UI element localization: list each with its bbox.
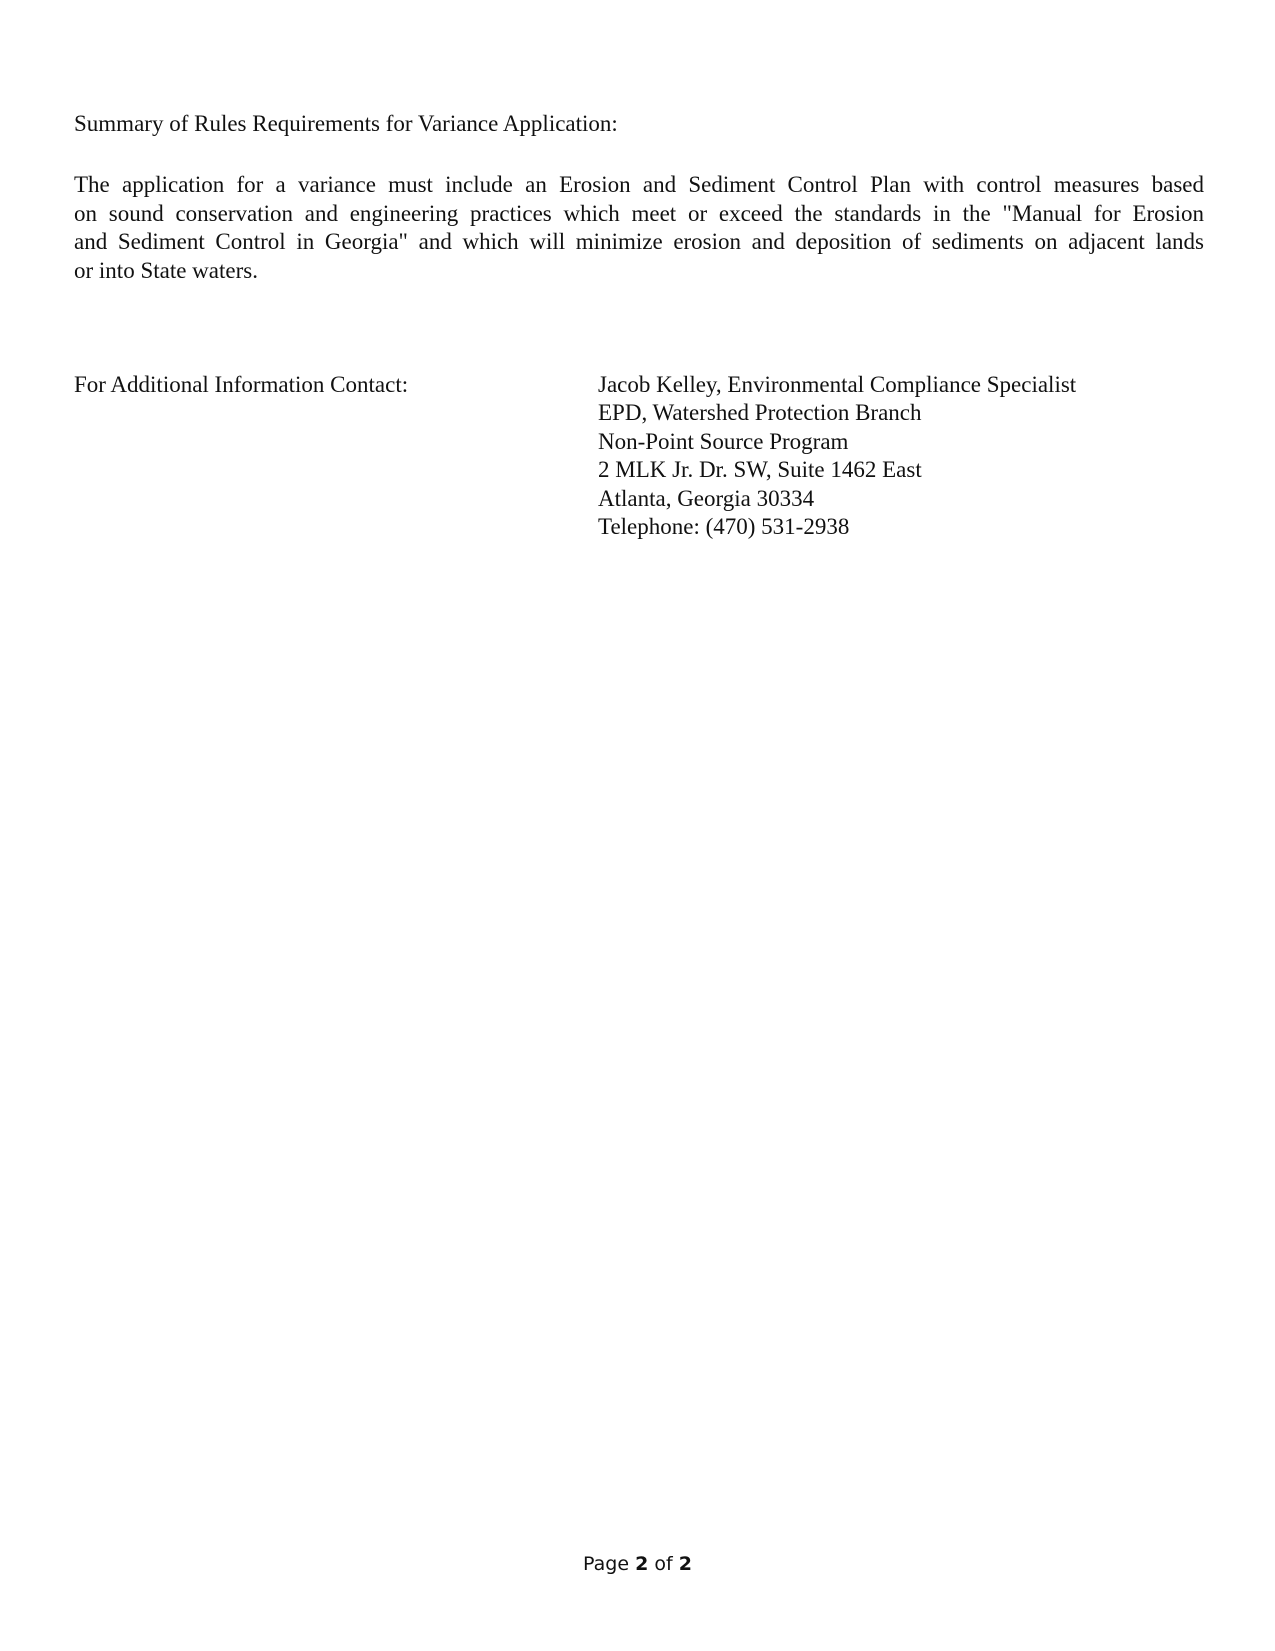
contact-organization: EPD, Watershed Protection Branch [598, 400, 922, 426]
contact-city-state-zip: Atlanta, Georgia 30334 [598, 485, 815, 511]
page-word: Page [583, 1553, 630, 1575]
contact-street-address: 2 MLK Jr. Dr. SW, Suite 1462 East [598, 457, 922, 483]
summary-heading: Summary of Rules Requirements for Variance Application: [74, 111, 618, 136]
current-page-number: 2 [635, 1553, 649, 1575]
page-number-footer [0, 1552, 1275, 1576]
summary-line: or into State waters. [74, 257, 258, 283]
contact-name-title: Jacob Kelley, Environmental Compliance Specialist [598, 372, 1077, 397]
contact-program: Non-Point Source Program [598, 428, 849, 454]
contact-label: For Additional Information Contact: [74, 372, 409, 397]
of-word: of [654, 1553, 673, 1575]
summary-line: The application for a variance must include an Erosion and Sediment Control Plan with control measures based [74, 172, 1204, 197]
summary-line: and Sediment Control in Georgia" and which will minimize erosion and deposition of sediments on adjacent lands [74, 229, 1204, 254]
contact-address-block [598, 371, 1076, 541]
contact-telephone: Telephone: (470) 531-2938 [598, 514, 850, 540]
total-page-count: 2 [678, 1553, 692, 1575]
summary-paragraph [74, 171, 1204, 285]
summary-line: on sound conservation and engineering practices which meet or exceed the standards in the "Manual for Erosion [74, 200, 1204, 226]
